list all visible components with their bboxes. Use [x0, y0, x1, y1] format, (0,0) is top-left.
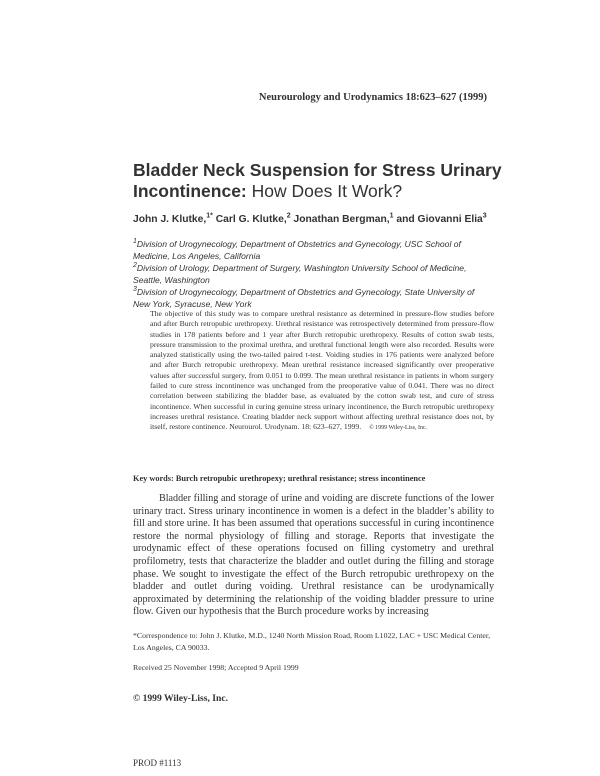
keywords: Key words: Burch retropubic urethropexy; urethral resistance; stress incontinence [133, 474, 426, 483]
body-paragraph: Bladder filling and storage of urine and voiding are discrete functions of the lower urinary tract. Stress urinary incontinence in women is a defect in the bladder’s ability to fill and store urine. It has been assumed that operations successful in curing incontinence restore the normal physiology of filling and storage. Reports that investigate the urodynamic effect of these operations focused on filling cystometry and urethral profilometry, tests that characterize the bladder and outlet during the filling and storage phase. We sought to investigate the effect of the Burch retropubic urethropexy on the bladder and outlet during voiding. Urethral resistance can be urodynamically approximated by determining the relationship of the voiding bladder pressure to urine flow. Given our hypothesis that the Burch procedure works by increasing [133, 493, 494, 618]
author-affiliation-mark: 1 [389, 212, 394, 220]
affiliation [133, 238, 493, 262]
author-affiliation-mark: 1* [206, 212, 213, 220]
affiliation-number: 3 [133, 286, 137, 294]
abstract-text: The objective of this study was to compare urethral resistance as determined in pressure-flow studies before and after Burch retropubic urethropexy. Urethral resistance was retrospectively determined from pressure-flow studies in 178 patients before and 1 year after Burch retropubic urethropexy. Results of cotton swab tests, pressure transmission to the proximal urethra, and urethral functional length were also recorded. Results were analyzed statistically using the two-tailed paired t-test. Voiding studies in 176 patients were analyzed before and after Burch retropubic urethropexy. Mean urethral resistance increased significantly over preoperative values after successful surgery, from 0.051 to 0.099. The mean urethral resistance in patients in whom surgery failed to cure stress incontinence was unchanged from the preoperative value of 0.041. There was no direct correlation between stabilizing the bladder base, as evaluated by the cotton swab test, and cure of stress incontinence. When successful in curing genuine stress urinary incontinence, the Burch retropubic urethropexy increases urethral resistance. Creating bladder neck support without affecting urethral resistance does not, by itself, restore continence. Neurourol. Urodynam. 18: 623–627, 1999. [150, 309, 494, 432]
title-subtitle: How Does It Work? [251, 181, 403, 201]
correspondence-footnote: *Correspondence to: John J. Klutke, M.D., 1240 North Mission Road, Room L1022, LAC + USC Medical Center, Los Angeles, CA 90033. [133, 631, 491, 652]
author-name: and Giovanni Elia [396, 214, 483, 225]
affiliation-text: Division of Urogynecology, Department of Obstetrics and Gynecology, State University of New York, Syracuse, New York [133, 287, 475, 309]
affiliation-number: 2 [133, 262, 137, 270]
author-affiliation-mark: 2 [286, 212, 291, 220]
prod-number: PROD #1113 [133, 758, 182, 768]
affiliation-text: Division of Urogynecology, Department of Obstetrics and Gynecology, USC School of Medicine, Los Angeles, California [133, 239, 461, 261]
article-title [133, 160, 513, 202]
abstract-copyright: © 1999 Wiley-Liss, Inc. [369, 425, 428, 432]
author-name: Carl G. Klutke, [215, 214, 287, 225]
received-dates: Received 25 November 1998; Accepted 9 April 1999 [133, 663, 299, 672]
journal-header: Neurourology and Urodynamics 18:623–627 (1999) [258, 92, 487, 103]
author-name: John J. Klutke, [133, 214, 207, 225]
affiliation-text: Division of Urology, Department of Surgery, Washington University School of Medicine, Seattle, Washington [133, 263, 467, 285]
author-list [133, 214, 487, 225]
affiliation [133, 262, 493, 286]
affiliation-number: 1 [133, 238, 137, 246]
affiliation [133, 286, 493, 310]
affiliations [133, 238, 493, 310]
author-name: Jonathan Bergman, [293, 214, 390, 225]
abstract [150, 309, 494, 434]
author-affiliation-mark: 3 [482, 212, 487, 220]
title-main: Bladder Neck Suspension for Stress Urinary Incontinence: [133, 160, 502, 201]
copyright-footer: © 1999 Wiley-Liss, Inc. [133, 693, 229, 704]
